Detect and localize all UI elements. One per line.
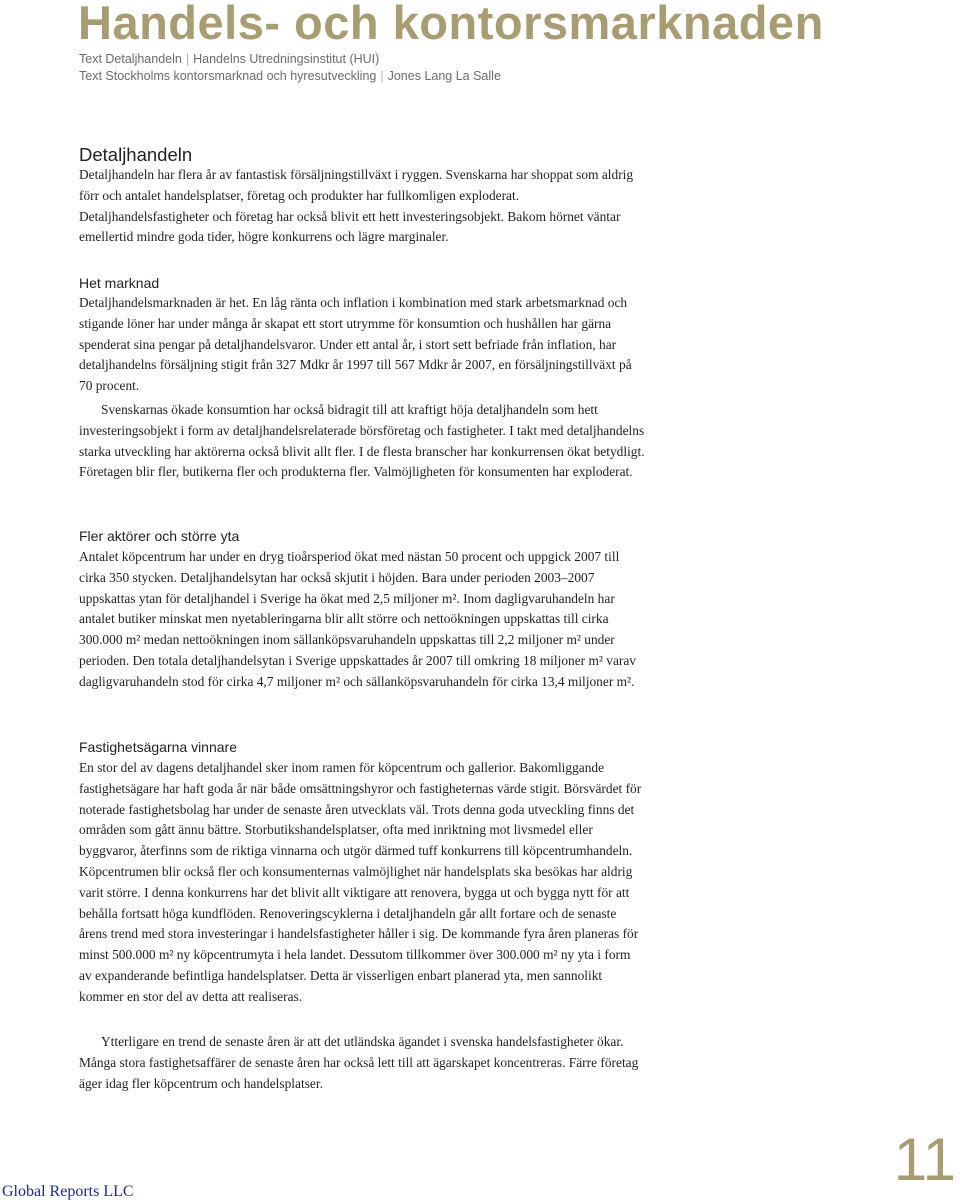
paragraph: Detaljhandelsmarknaden är het. En låg ränta och inflation i kombination med stark arbetsmarknad och stigande löner har under många år skapat ett stort utrymme för konsumtion och hushållen har gärna spenderat sina pengar på detaljhandelsvaror. Under ett antal år, i stort sett befriade från inflation, har detaljhandelns försäljning stigit från 327 Mdkr år 1997 till 567 Mdkr år 2007, en försäljningstillväxt på 70 procent. [79, 295, 632, 394]
page-number: 11 [893, 1126, 956, 1193]
subheading-het-marknad: Het marknad [79, 275, 160, 291]
credit-source: Jones Lang La Salle [387, 69, 501, 83]
page-title: Handels- och kontorsmarknaden [78, 0, 824, 49]
credit-label: Text Detaljhandeln [79, 52, 182, 66]
credit-label: Text Stockholms kontorsmarknad och hyresutveckling [79, 69, 377, 83]
subheading-fastighetsagarna: Fastighetsägarna vinnare [79, 739, 237, 755]
paragraph: Antalet köpcentrum har under en dryg tioårsperiod ökat med nästan 50 procent och uppgick 2007 till cirka 350 stycken. Detaljhandelsytan har också skjutit i höjden. Bara under perioden 2003–2007 uppskattas ytan för detaljhandel i Sverige ha ökat med 2,5 miljoner m². Inom dagligvaruhandeln har antalet butiker minskat men nyetableringarna blir allt större och nettoökningen uppskattas till cirka 300.000 m² medan nettoökningen inom sällanköpsvaruhandeln uppskattas till 2,2 miljoner m² under perioden. Den totala detaljhandelsytan i Sverige uppskattades år 2007 till omkring 18 miljoner m² varav dagligvaruhandeln stod för cirka 4,7 miljoner m² och sällanköpsvaruhandeln för cirka 13,4 miljoner m². [79, 549, 636, 689]
credit-separator: | [185, 52, 190, 66]
section-heading: Detaljhandeln [79, 144, 193, 165]
intro-paragraph: Detaljhandeln har flera år av fantastisk försäljningstillväxt i ryggen. Svenskarna har shoppat som aldrig förr och antalet handelsplatser, företag och produkter har fullkomligen exploderat. Detaljhandelsfastigheter och företag har också blivit ett hett investeringsobjekt. Bakom hörnet väntar emellertid mindre goda tider, högre konkurrens och lägre marginaler. [79, 167, 634, 245]
paragraph: En stor del av dagens detaljhandel sker inom ramen för köpcentrum och gallerior. Bakomliggande fastighetsägare har haft goda år när både omsättningshyror och fastigheternas värde stigit. Börsvärdet för noterade fastighetsbolag har under de senaste åren utvecklats väl. Trots denna goda utveckling finns det områden som gått ännu bättre. Storbutikshandelsplatser, ofta med inriktning mot livsmedel eller byggvaror, återfinns som de riktiga vinnarna och utgör därmed tuff konkurrens till köpcentrumhandeln. Köpcentrumen blir också fler och konsumenternas valmöjlighet när handelsplats ska besökas har aldrig varit större. I denna konkurrens har det blivit allt viktigare att renovera, bygga ut och bygga nytt för att behålla fortsatt höga kundflöden. Renoveringscyklerna i detaljhandeln går allt fortare och de senaste årens trend med stora investeringar i handelsfastigheter håller i sig. De kommande fyra åren planeras för minst 500.000 m² ny köpcentrumyta i hela landet. Dessutom tillkommer över 300.000 m² ny yta i form av expanderande befintliga handelsplatser. Detta är visserligen enbart planerad yta, men sannolikt kommer en stor del av detta att realiseras. [79, 760, 642, 1004]
credit-line-retail [79, 51, 379, 67]
credit-source: Handelns Utredningsinstitut (HUI) [193, 52, 380, 66]
paragraph: Ytterligare en trend de senaste åren är att det utländska ägandet i svenska handelsfastigheter ökar. Många stora fastighetsaffärer de senaste åren har också lett till att ägarskapet koncentreras. Färre företag äger idag fler köpcentrum och handelsplatser. [79, 1034, 639, 1091]
credit-separator: | [380, 69, 384, 83]
credit-line-office [79, 68, 501, 84]
footer-brand: Global Reports LLC [2, 1183, 134, 1200]
paragraph: Svenskarnas ökade konsumtion har också bidragit till att kraftigt höja detaljhandeln som hett investeringsobjekt i form av detaljhandelsrelaterade börsföretag och fastigheter. I takt med detaljhandelns starka utveckling har aktörerna också blivit allt fler. I de flesta branscher har konkurrensen ökat betydligt. Företagen blir fler, butikerna fler och produkterna fler. Valmöjligheten för konsumenten har exploderat. [79, 402, 645, 480]
subheading-fler-aktorer: Fler aktörer och större yta [79, 528, 240, 544]
